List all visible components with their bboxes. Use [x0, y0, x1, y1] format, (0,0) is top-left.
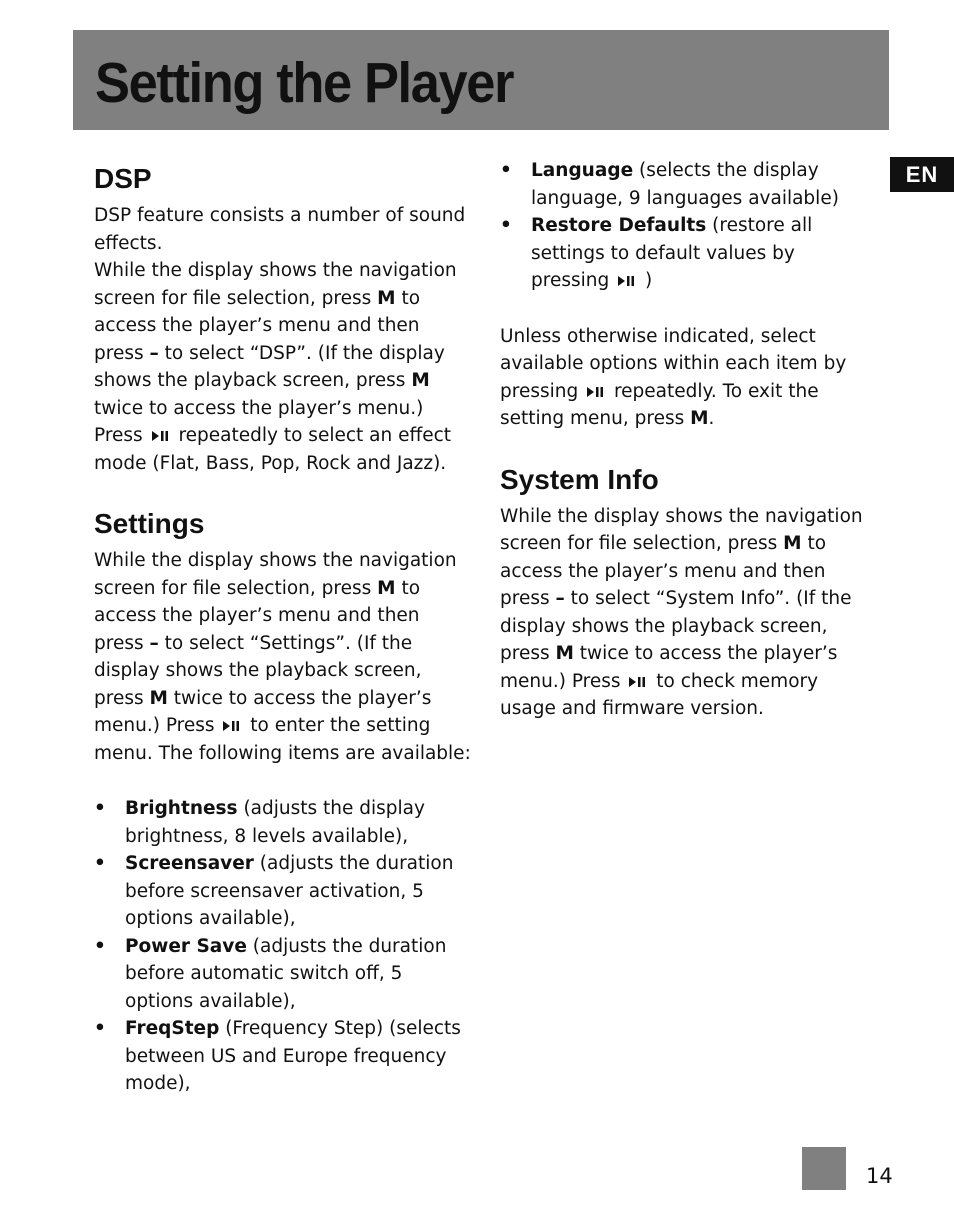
list-item-restore-defaults: • Restore Defaults (restore all settings to default values by pressing ) — [500, 212, 878, 295]
page-marker-box — [802, 1147, 846, 1190]
list-item-screensaver: • Screensaver (adjusts the duration before screensaver activation, 5 options available), — [94, 850, 474, 933]
list-item-brightness: • Brightness (adjusts the display brightness, 8 levels available), — [94, 795, 474, 850]
page-title: Setting the Player — [95, 51, 514, 115]
play-pause-icon — [628, 669, 648, 681]
settings-note: Unless otherwise indicated, select available options within each item by pressing repeatedly. To exit the setting menu, press M. — [500, 325, 847, 429]
dsp-intro: DSP feature consists a number of sound effects. — [94, 205, 466, 254]
page-number: 14 — [866, 1164, 893, 1188]
system-info-instructions: While the display shows the navigation screen for file selection, press M to access the player’s menu and then press – to select “System Info”. (If the display shows the playback screen, press M twice to access the player’s menu.) Press to check memory usage and firmware version. — [500, 505, 863, 719]
play-pause-icon — [151, 423, 171, 435]
right-column — [500, 157, 878, 723]
settings-item-list-continued — [500, 157, 878, 295]
play-pause-icon — [222, 713, 242, 725]
list-item-power-save: • Power Save (adjusts the duration before automatic switch off, 5 options available), — [94, 933, 474, 1016]
play-pause-icon — [586, 379, 606, 391]
settings-item-list — [94, 795, 474, 1098]
settings-heading: Settings — [94, 508, 205, 539]
page-header-bar — [73, 30, 889, 130]
system-info-heading: System Info — [500, 463, 659, 495]
dsp-heading: DSP — [94, 163, 152, 194]
language-tab-en: EN — [890, 157, 954, 192]
play-pause-icon — [617, 268, 637, 280]
dsp-instructions: While the display shows the navigation screen for file selection, press M to access the player’s menu and then press – to select “DSP”. (If the display shows the playback screen, press M twice to access the player’s menu.) Press repeatedly to select an effect mode (Flat, Bass, Pop, Rock and Jazz). — [94, 260, 457, 474]
list-item-freqstep: • FreqStep (Frequency Step) (selects between US and Europe frequency mode), — [94, 1015, 474, 1098]
settings-instructions: While the display shows the navigation screen for file selection, press M to access the player’s menu and then press – to select “Settings”. (If the display shows the playback screen, press M twice to access the player’s menu.) Press to enter the setting menu. The following items are available: — [94, 550, 471, 764]
list-item-language: • Language (selects the display language, 9 languages available) — [500, 157, 878, 212]
left-column — [94, 160, 474, 1098]
